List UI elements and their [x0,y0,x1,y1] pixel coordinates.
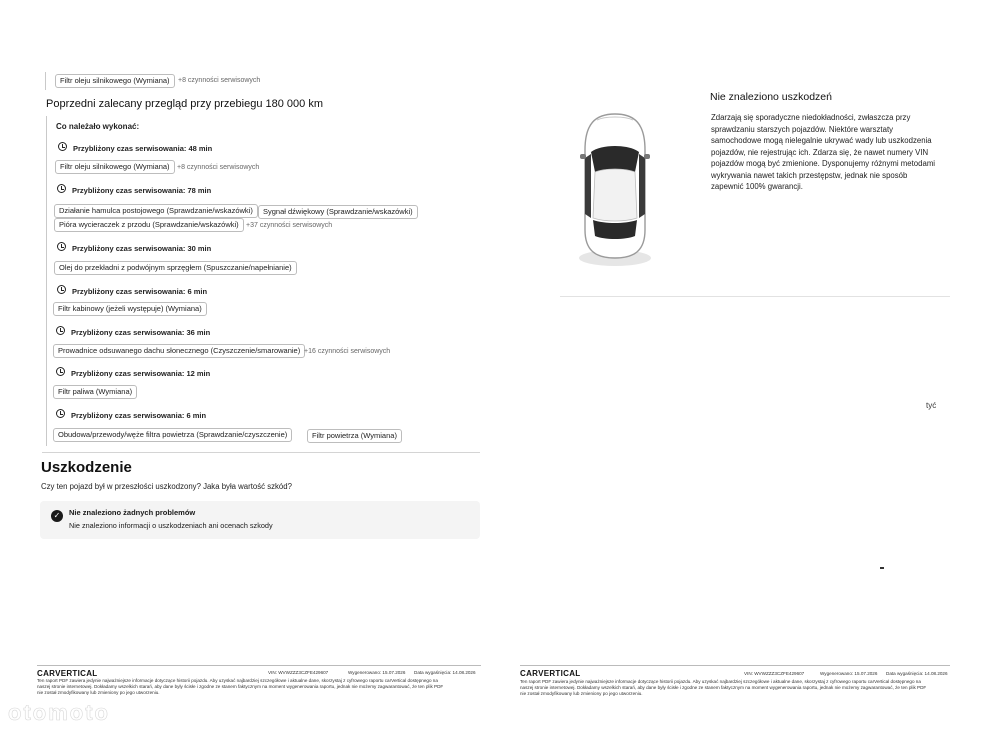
damage-result-title: Nie znaleziono uszkodzeń [710,91,832,103]
clock-icon [58,142,67,151]
check-icon: ✓ [51,510,63,522]
footer-valid: Data wygaśnięcia: 14.08.2026 [414,670,476,675]
timeline-line [46,116,47,446]
clock-icon [57,285,66,294]
stray-mark [880,567,884,569]
footer-disclaimer-line: Ten raport PDF zawiera jedynie najważniejsze informacje dotyczące historii pojazdu. Aby uzyskać najbardziej szczegółowe i aktualne dane, skorzystaj z cyfrowego raportu carVertical dostępnego na [520,679,921,684]
more-services-text: +8 czynności serwisowych [178,77,261,84]
status-text: Nie znaleziono informacji o uszkodzeniach ani ocenach szkody [69,521,273,530]
timeline-line [45,72,46,90]
clock-icon [56,409,65,418]
service-time: Przybliżony czas serwisowania: 6 min [72,287,208,296]
footer-divider [520,665,950,666]
more-services-text: +37 czynności serwisowych [246,222,333,229]
footer-disclaimer-line: Ten raport PDF zawiera jedynie najważniejsze informacje dotyczące historii pojazdu. Aby uzyskać najbardziej szczegółowe i aktualne dane, skorzystaj z cyfrowego raportu carVertical dostępnego na [37,678,438,683]
footer-generated: Wygenerowano: 15.07.2026 [348,670,406,675]
footer-disclaimer-line: nie został zmodyfikowany lub zmieniony po jego utworzeniu. [37,690,160,695]
service-tag: Prowadnice odsuwanego dachu słonecznego (Czyszczenie/smarowanie) [53,344,305,358]
clock-icon [56,326,65,335]
service-time: Przybliżony czas serwisowania: 78 min [72,186,212,195]
service-tag: Pióra wycieraczek z przodu (Sprawdzanie/wskazówki) [54,218,244,232]
section-divider [42,452,480,453]
service-time: Przybliżony czas serwisowania: 12 min [71,369,211,378]
damage-section-title: Uszkodzenie [41,459,132,476]
service-time: Przybliżony czas serwisowania: 36 min [71,328,211,337]
more-services-text: +16 czynności serwisowych [304,348,391,355]
damage-status-box [40,501,480,539]
service-time: Przybliżony czas serwisowania: 48 min [73,144,213,153]
service-tag: Obudowa/przewody/węże filtra powietrza (Sprawdzanie/czyszczenie) [53,428,292,442]
otomoto-watermark: otomoto [8,700,110,725]
service-tag: Filtr paliwa (Wymiana) [53,385,137,399]
service-heading: Poprzedni zalecany przegląd przy przebiegu 180 000 km [46,98,323,110]
service-tag: Filtr oleju silnikowego (Wymiana) [55,160,175,174]
stray-text: tyć [926,401,937,410]
footer-generated: Wygenerowano: 15.07.2026 [820,671,878,676]
section-divider [560,296,950,297]
service-time: Przybliżony czas serwisowania: 30 min [72,244,212,253]
service-tag: Działanie hamulca postojowego (Sprawdzanie/wskazówki) [54,204,258,218]
service-tag: Olej do przekładni z podwójnym sprzęgłem (Spuszczanie/napełnianie) [54,261,297,275]
todo-label: Co należało wykonać: [56,122,140,131]
clock-icon [57,184,66,193]
status-title: Nie znaleziono żadnych problemów [69,508,196,517]
footer-disclaimer-line: nie został zmodyfikowany lub zmieniony po jego utworzeniu. [520,691,643,696]
service-time: Przybliżony czas serwisowania: 6 min [71,411,207,420]
footer-valid: Data wygaśnięcia: 14.08.2026 [886,671,948,676]
footer-disclaimer-line: naszej stronie internetowej. Dokładamy wszelkich starań, aby dane były ścisłe i zgodne ze stanem faktycznym na moment wygenerowania raportu, jednak nie możemy zagwarantować, że ten plik PDF [520,685,927,690]
service-tag: Filtr oleju silnikowego (Wymiana) [55,74,175,88]
damage-result-text: Zdarzają się sporadyczne niedokładności, zwłaszcza przy sprawdzaniu starszych pojazdów. Niektóre warsztaty samochodowe mogą nielegalnie ukrywać wady lub uszkodzenia pojazdów, nie rejestrując ich. Zdarza się, że nawet numery VIN pojazdów mogą być zmienione. Dysponujemy różnymi metodami wykrywania nawet takich przestępstw, jednak nie sposób zapewnić 100% gwarancji. [711,113,936,191]
footer-vin: VIN: WVWZZZ3CZFE429607 [268,670,329,675]
carvertical-logo: CARVERTICAL [520,669,581,678]
more-services-text: +8 czynności serwisowych [177,164,260,171]
footer-divider [37,665,481,666]
service-tag: Filtr kabinowy (jeżeli występuje) (Wymiana) [53,302,207,316]
clock-icon [56,367,65,376]
service-tag: Filtr powietrza (Wymiana) [307,429,402,443]
footer-disclaimer-line: naszej stronie internetowej. Dokładamy wszelkich starań, aby dane były ścisłe i zgodne ze stanem faktycznym na moment wygenerowania raportu, jednak nie możemy zagwarantować, że ten plik PDF [37,684,444,689]
service-tag: Sygnał dźwiękowy (Sprawdzanie/wskazówki) [258,205,418,219]
car-top-view-icon [575,110,655,270]
footer-vin: VIN: WVWZZZ3CZFE429607 [744,671,805,676]
damage-question: Czy ten pojazd był w przeszłości uszkodzony? Jaka była wartość szkód? [41,482,292,491]
clock-icon [57,242,66,251]
carvertical-logo: CARVERTICAL [37,669,98,678]
